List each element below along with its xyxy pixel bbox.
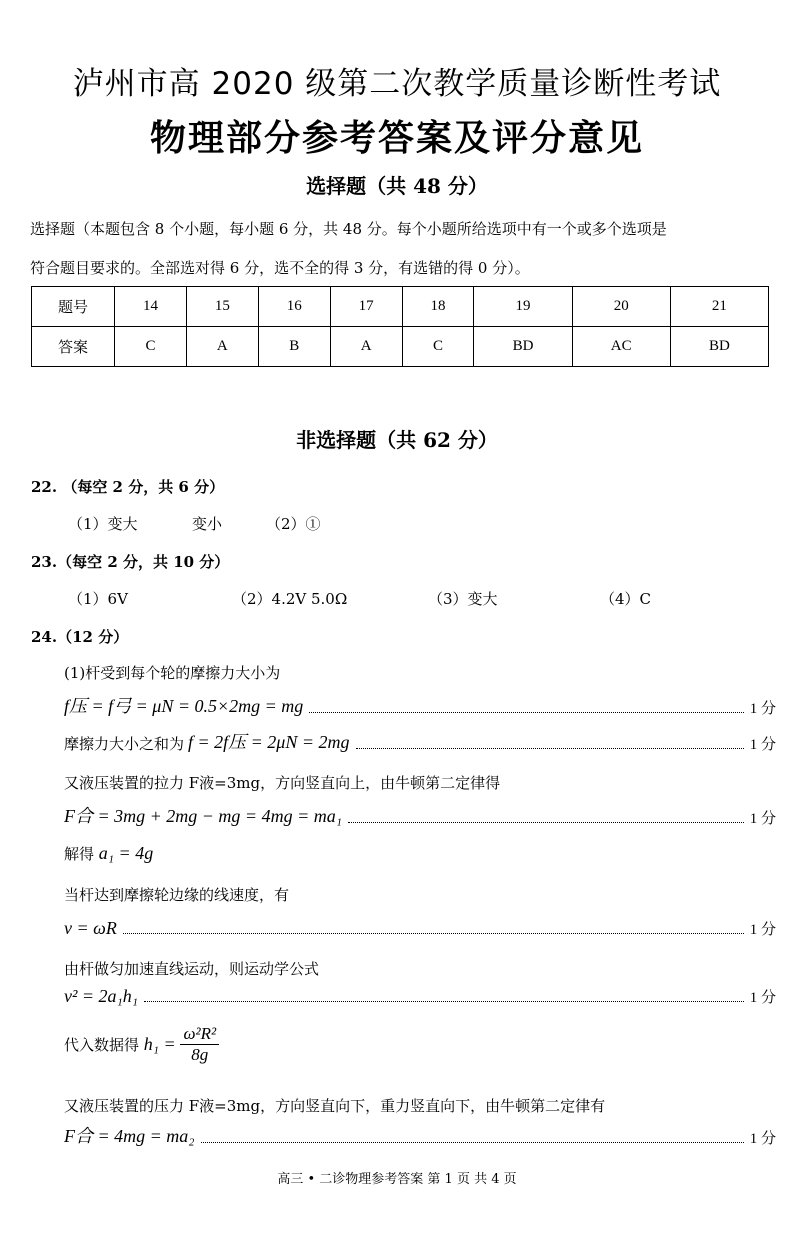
q24-row-4 [64,843,153,864]
q22-header: 22. （每空 2 分，共 6 分） [31,478,225,496]
exam-title: 泸州市高 2020 级第二次教学质量诊断性考试 [72,66,722,102]
text-label: 解得 [64,845,95,863]
table-cell-answer: A [330,327,402,367]
answer-subtitle: 物理部分参考答案及评分意见 [149,118,644,159]
q23-answer-4: （4）C [600,590,652,608]
choice-desc-line1: 选择题（本题包含 8 个小题，每小题 6 分，共 48 分。每个小题所给选项中有一个或多个选项是 [30,220,667,238]
equation: F合 = 4mg = ma₂ [64,1126,195,1146]
q24-text-6: 由杆做匀加速直线运动，则运动学公式 [64,960,320,978]
dot-leader [144,1001,744,1002]
q23-answer-2: （2）4.2V 5.0Ω [232,590,348,608]
table-row-numbers [32,287,769,327]
table-cell-answer: C [402,327,474,367]
table-cell-answer: AC [572,327,670,367]
q22-answer-1: （1）变大 [68,515,138,533]
table-label-number: 题号 [32,287,115,327]
score: 1 分 [749,701,776,717]
table-cell-answer: A [186,327,258,367]
score: 1 分 [749,922,776,938]
q24-header: 24.（12 分） [31,628,129,646]
fraction [180,1024,219,1065]
q24-text-3: 又液压装置的拉力 F液=3mg，方向竖直向上，由牛顿第二定律得 [64,774,501,792]
choice-heading: 选择题（共 48 分） [306,174,488,198]
equation: F合 = 3mg + 2mg − mg = 4mg = ma₁ [64,806,342,826]
q24-text-5: 当杆达到摩擦轮边缘的线速度，有 [64,886,290,904]
table-cell-answer: C [115,327,187,367]
fraction-numerator: ω²R² [180,1024,219,1045]
table-cell-answer: B [258,327,330,367]
q24-row-7 [64,1024,219,1065]
table-cell-number: 21 [670,287,768,327]
q24-eq-row-3 [64,802,776,828]
dot-leader [348,822,744,823]
table-cell-number: 16 [258,287,330,327]
equation: v² = 2a₁h₁ [64,986,139,1006]
table-cell-number: 20 [572,287,670,327]
q24-eq-row-5 [64,918,776,939]
table-cell-number: 18 [402,287,474,327]
q22-answer-2: 变小 [192,515,223,533]
fraction-denominator: 8g [191,1045,209,1064]
dot-leader [201,1142,744,1143]
score: 1 分 [749,737,776,753]
q23-header: 23.（每空 2 分，共 10 分） [31,553,230,571]
score: 1 分 [749,990,776,1006]
nonchoice-heading: 非选择题（共 62 分） [296,428,498,452]
q24-eq-row-2 [64,728,776,754]
score: 1 分 [749,1131,776,1147]
q24-eq-row-8 [64,1122,776,1148]
table-row-answers [32,327,769,367]
q23-answer-1: （1）6V [68,590,128,608]
q22-answer-3: （2）① [266,515,321,533]
text-label: 摩擦力大小之和为 [64,735,185,753]
dot-leader [309,712,743,713]
table-cell-answer: BD [670,327,768,367]
table-cell-number: 19 [474,287,572,327]
q24-text-1: (1)杆受到每个轮的摩擦力大小为 [64,664,281,682]
table-cell-number: 14 [115,287,187,327]
page-footer: 高三 • 二诊物理参考答案 第 1 页 共 4 页 [277,1172,517,1187]
choice-desc-line2: 符合题目要求的。全部选对得 6 分，选不全的得 3 分，有选错的得 0 分）。 [30,259,530,277]
score: 1 分 [749,811,776,827]
text-label: 代入数据得 [64,1036,140,1054]
table-cell-number: 17 [330,287,402,327]
q23-answer-3: （3）变大 [428,590,498,608]
dot-leader [356,748,744,749]
answer-table [31,286,769,367]
q24-text-8: 又液压装置的压力 F液=3mg，方向竖直向下，重力竖直向下，由牛顿第二定律有 [64,1097,606,1115]
dot-leader [123,933,744,934]
table-cell-number: 15 [186,287,258,327]
q24-eq-row-6 [64,986,776,1007]
table-label-answer: 答案 [32,327,115,367]
q24-eq-row-1 [64,692,776,718]
equation: a₁ = 4g [98,843,154,863]
equation-lhs: h₁ = [143,1034,176,1054]
equation: f压 = f弓 = μN = 0.5×2mg = mg [64,696,304,716]
table-cell-answer: BD [474,327,572,367]
equation: v = ωR [64,918,117,938]
equation: f = 2f压 = 2μN = 2mg [188,732,350,752]
